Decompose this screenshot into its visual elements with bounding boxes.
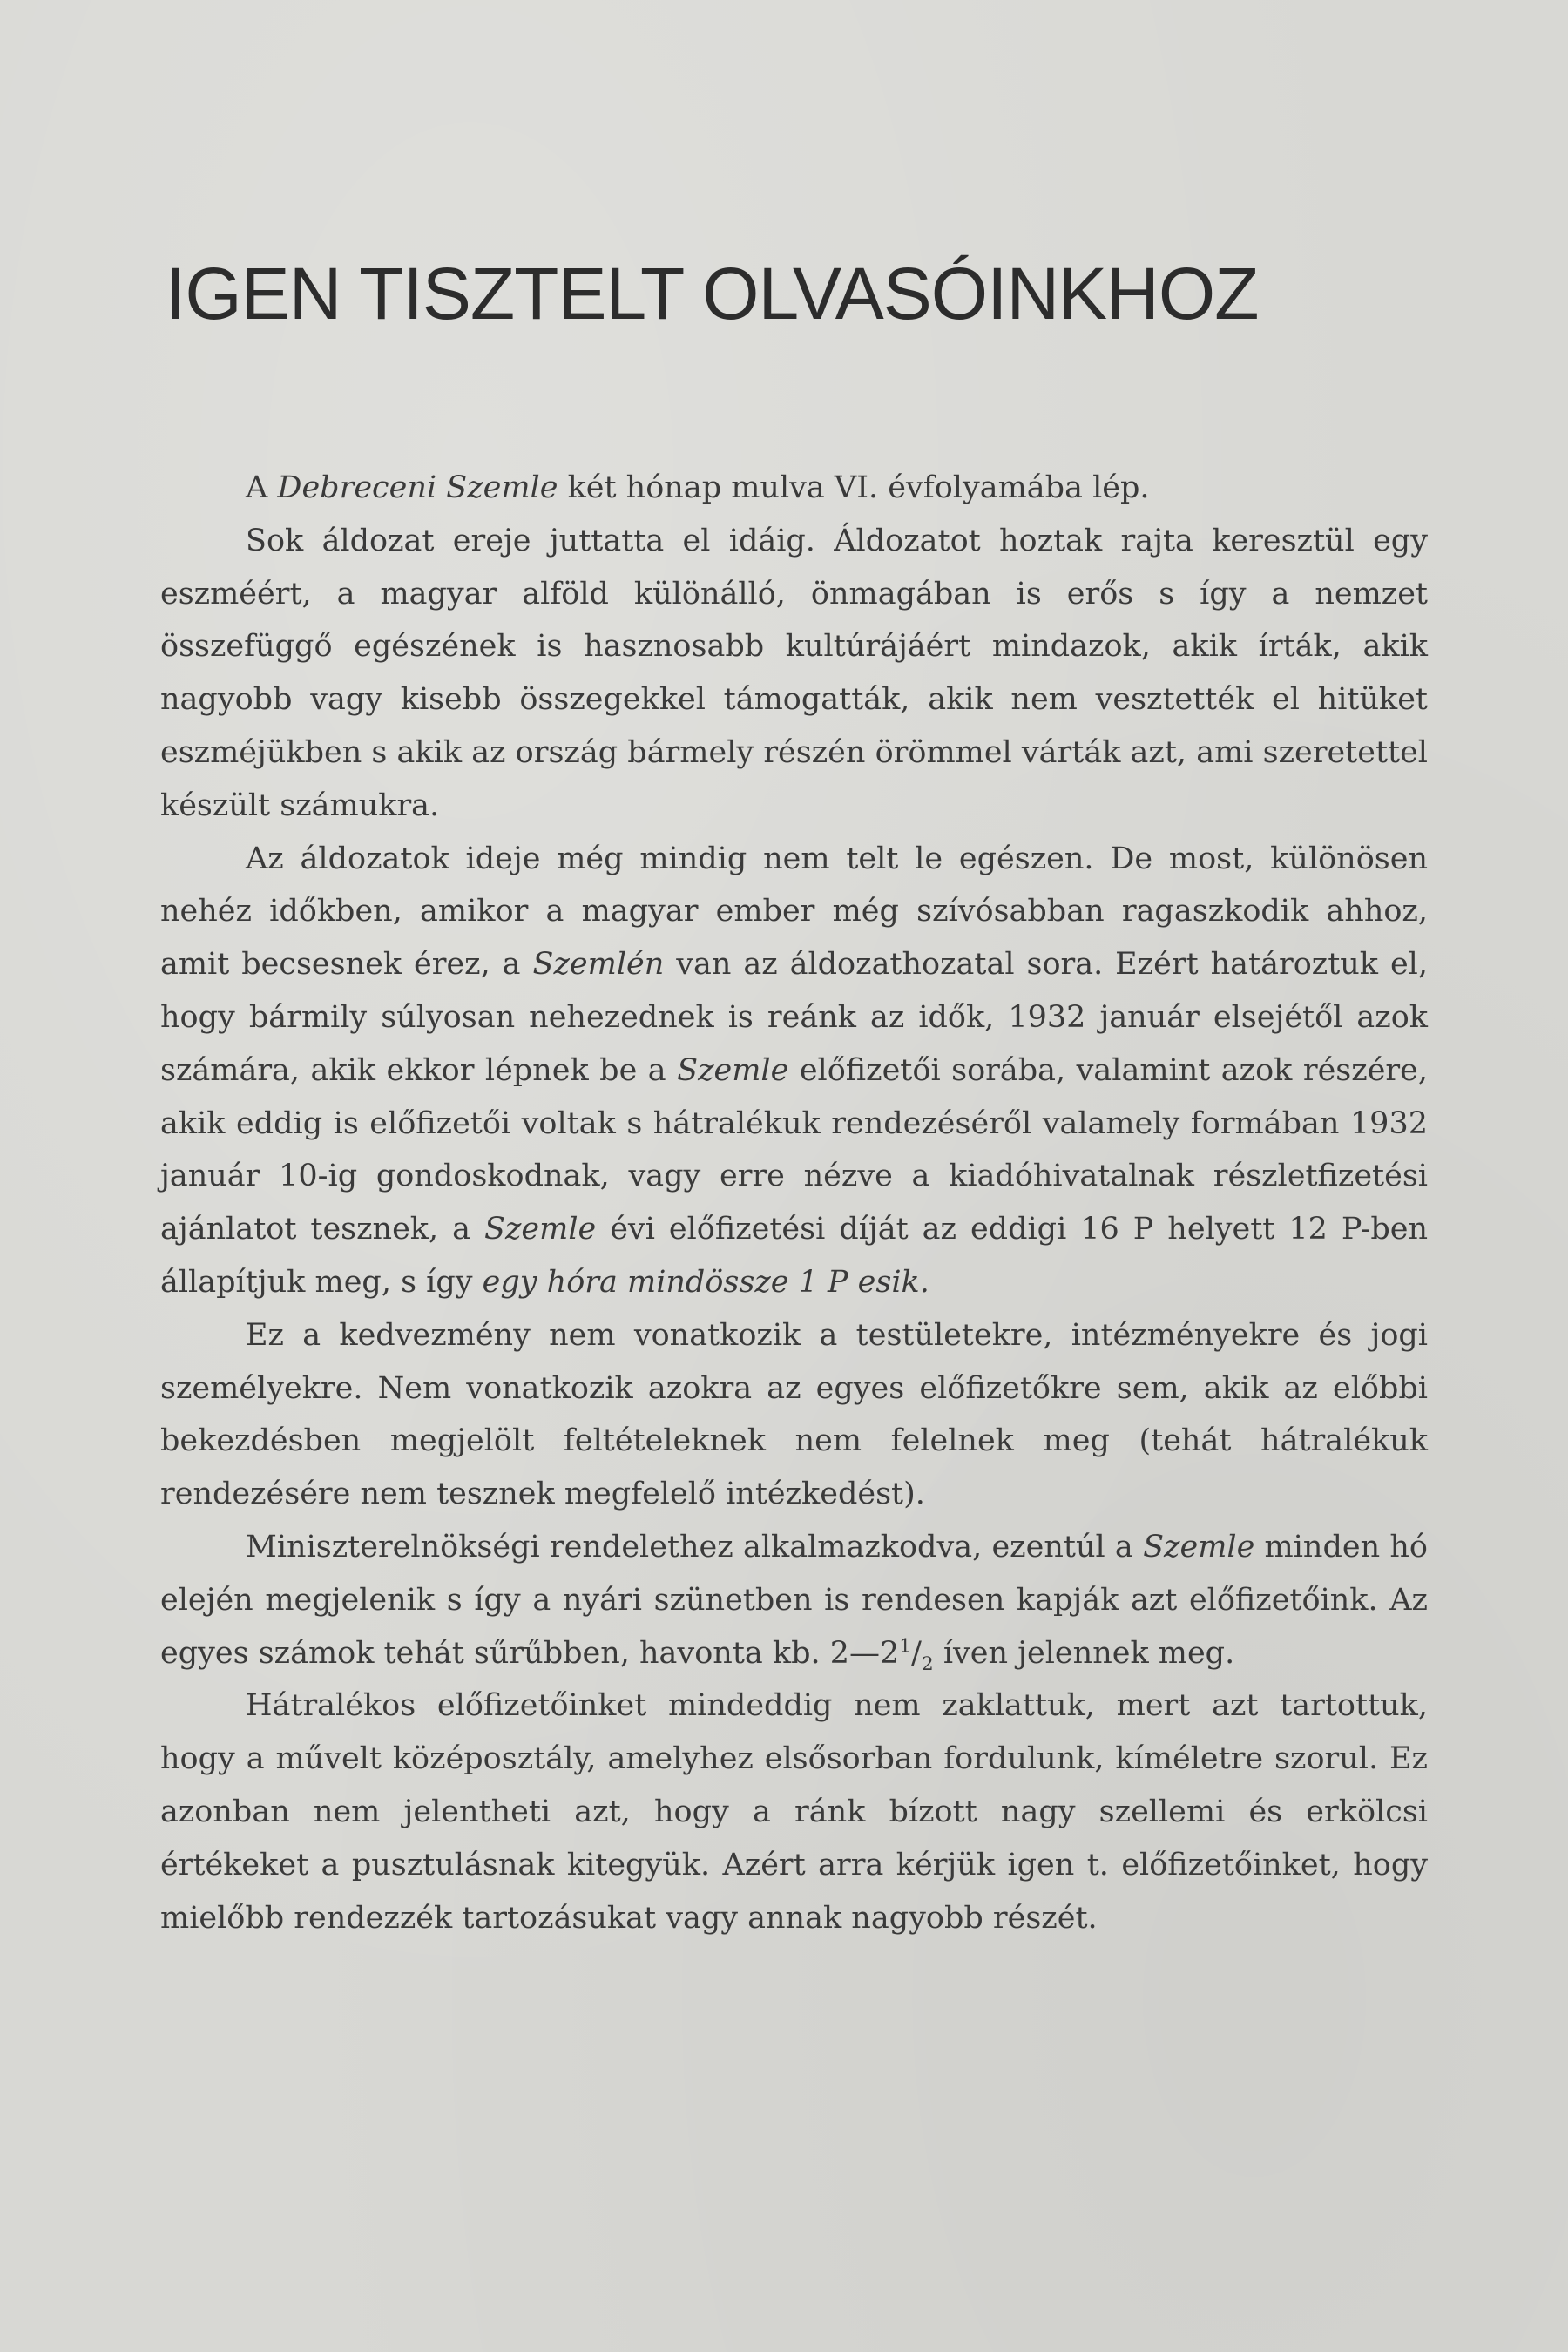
paragraph-3-text-e: előfizetői sorába, valamint azok részére, akik eddig is előfizetői voltak s hátralékuk rendezéséről valamely formában 1932 január 10-ig gondoskodnak, vagy erre nézve a kiadóhivatalnak részletfizetési ajánlatot tesznek, a [160, 1052, 1428, 1247]
paragraph-6: Hátralékos előfizetőinket mindeddig nem zaklattuk, mert azt tartottuk, hogy a művelt középosztály, amelyhez elsősorban fordulunk, kíméletre szorul. Ez azonban nem jelentheti azt, hogy a ránk bízott nagy szellemi és erkölcsi értékeket a pusztulásnak kitegyük. Azért arra kérjük igen t. előfizetőinket, hogy mielőbb rendezzék tartozásukat vagy annak nagyobb részét. [160, 1688, 1428, 1936]
fraction-denominator: 2 [921, 1652, 934, 1675]
paragraph-5 [160, 1521, 1428, 1680]
paragraph-3-italic-szemlen: Szemlén [532, 947, 665, 983]
fraction-numerator: 1 [899, 1634, 912, 1657]
paragraph-5-text-c: minden hó elején megjelenik s így a nyári szünetben is rendesen kapják azt előfizetőink. Az egyes számok tehát sűrűbben, havonta kb. 2—2 [160, 1529, 1428, 1671]
fraction-slash: / [911, 1635, 922, 1671]
paragraph-3-italic-price-note: egy hóra mindössze 1 P esik. [482, 1264, 929, 1300]
paragraph-5-text-d: íven jelennek meg. [933, 1635, 1235, 1671]
paragraph-3-text-g: évi előfizetési díját az eddigi 16 P helyett 12 P-ben állapítjuk meg, s így [160, 1212, 1429, 1300]
paragraph-1-text-a: A [246, 470, 278, 505]
page-title: IGEN TISZTELT OLVASÓINKHOZ [166, 253, 1259, 335]
paragraph-5-italic-szemle: Szemle [1143, 1529, 1255, 1565]
paragraph-3 [160, 833, 1428, 1309]
paragraph-5-text-a: Miniszterelnökségi rendelethez alkalmazkodva, ezentúl a [246, 1529, 1144, 1565]
paragraph-3-italic-szemle-1: Szemle [677, 1052, 789, 1088]
paragraph-3-text-a: Az áldozatok ideje még mindig nem telt le egészen. De most, különösen nehéz időkben, amikor a magyar ember még szívósabban ragaszkodik ahhoz, amit becsesnek érez, a [160, 841, 1428, 983]
paragraph-4: Ez a kedvezmény nem vonatkozik a testületekre, intézményekre és jogi személyekre. Nem vonatkozik azokra az egyes előfizetőkre sem, akik az előbbi bekezdésben megjelölt feltételeknek nem felelnek meg (tehát hátralékuk rendezésére nem tesznek megfelelő intézkedést). [160, 1317, 1428, 1512]
paragraph-3-text-c: van az áldozathozatal sora. Ezért határoztuk el, hogy bármily súlyosan nehezednek is reánk az idők, 1932 január elsejétől azok számára, akik ekkor lépnek be a [160, 947, 1428, 1088]
article-body [160, 462, 1428, 1944]
journal-name-italic: Debreceni Szemle [277, 470, 558, 505]
paragraph-3-italic-szemle-2: Szemle [484, 1212, 597, 1247]
paragraph-1 [160, 462, 1428, 515]
paragraph-1-text-c: két hónap mulva VI. évfolyamába lép. [558, 470, 1150, 505]
paragraph-2: Sok áldozat ereje juttatta el idáig. Áldozatot hoztak rajta keresztül egy eszméért, a magyar alföld különálló, önmagában is erős s így a nemzet összefüggő egészének is hasznosabb kultúrájáért mindazok, akik írták, akik nagyobb vagy kisebb összegekkel támogatták, akik nem vesztették el hitüket eszméjükben s akik az ország bármely részén örömmel várták azt, ami szeretettel készült számukra. [160, 523, 1428, 823]
